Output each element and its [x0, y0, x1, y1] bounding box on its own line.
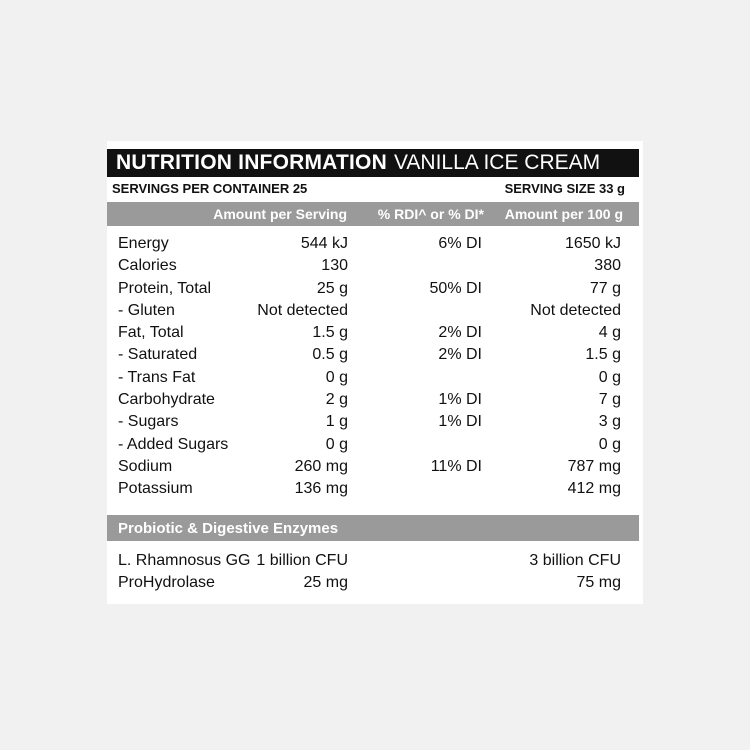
- probiotic-per100: 3 billion CFU: [529, 552, 621, 569]
- probiotic-per100: 75 mg: [576, 574, 621, 592]
- nutrient-name: Calories: [118, 257, 177, 275]
- probiotic-name: L. Rhamnosus GG: [118, 552, 251, 569]
- nutrient-name: - Saturated: [118, 346, 198, 364]
- table-row: [107, 278, 639, 300]
- table-row: [107, 322, 639, 344]
- nutrient-name: - Added Sugars: [118, 435, 229, 453]
- nutrient-serving: Not detected: [257, 301, 348, 319]
- nutrient-rdi: 1% DI: [438, 391, 482, 409]
- nutrient-per100: 0 g: [598, 435, 621, 453]
- probiotic-serving: 1 billion CFU: [256, 552, 348, 569]
- servings-per-container: SERVINGS PER CONTAINER 25: [112, 181, 308, 196]
- table-row: [107, 434, 639, 456]
- nutrient-per100: 1650 kJ: [564, 235, 621, 252]
- table-row: [107, 300, 639, 322]
- servings-row: [107, 179, 639, 199]
- nutrient-name: - Trans Fat: [118, 368, 196, 386]
- section-header-probiotic: [107, 515, 639, 541]
- nutrient-serving: 0.5 g: [312, 346, 348, 364]
- nutrient-per100: 1.5 g: [585, 346, 621, 364]
- serving-size: SERVING SIZE 33 g: [504, 181, 625, 196]
- nutrient-per100: 380: [594, 257, 621, 275]
- title-main: NUTRITION INFORMATION: [116, 151, 387, 174]
- title-sub: VANILLA ICE CREAM: [393, 151, 601, 174]
- section-title: Probiotic & Digestive Enzymes: [118, 520, 339, 537]
- nutrient-serving: 544 kJ: [300, 235, 348, 252]
- column-header-bar: [107, 202, 639, 226]
- header-per-serving: Amount per Serving: [213, 206, 347, 222]
- nutrient-rdi: 2% DI: [438, 324, 482, 342]
- table-row: [107, 344, 639, 366]
- nutrient-per100: Not detected: [530, 301, 621, 319]
- nutrient-name: Carbohydrate: [118, 391, 215, 409]
- header-rdi: % RDI^ or % DI*: [377, 206, 484, 222]
- probiotic-serving: 25 mg: [303, 574, 348, 592]
- nutrient-serving: 260 mg: [294, 457, 348, 475]
- nutrient-serving: 25 g: [316, 279, 348, 297]
- table-row: [107, 456, 639, 478]
- nutrient-per100: 4 g: [598, 324, 621, 342]
- nutrient-serving: 130: [321, 257, 348, 275]
- table-row: [107, 389, 639, 411]
- nutrient-rdi: 1% DI: [438, 413, 482, 431]
- nutrient-rdi: 11% DI: [430, 457, 482, 475]
- nutrient-rdi: 50% DI: [429, 279, 482, 297]
- nutrient-serving: 0 g: [325, 435, 348, 453]
- nutrient-per100: 0 g: [598, 368, 621, 386]
- nutrient-serving: 1 g: [325, 413, 348, 431]
- table-row: [107, 367, 639, 389]
- nutrient-per100: 787 mg: [567, 457, 621, 475]
- nutrient-serving: 1.5 g: [312, 324, 348, 342]
- nutrient-name: Energy: [118, 235, 169, 252]
- nutrient-rdi: 6% DI: [438, 235, 482, 252]
- probiotic-rows: [107, 550, 639, 595]
- nutrient-per100: 412 mg: [567, 480, 621, 498]
- nutrition-panel: [107, 141, 643, 604]
- nutrient-serving: 0 g: [325, 368, 348, 386]
- probiotic-name: ProHydrolase: [118, 574, 215, 592]
- nutrient-serving: 136 mg: [294, 480, 348, 498]
- nutrient-per100: 3 g: [598, 413, 621, 431]
- nutrient-name: Sodium: [118, 457, 173, 475]
- nutrient-rdi: 2% DI: [438, 346, 482, 364]
- nutrient-name: Fat, Total: [118, 324, 184, 342]
- nutrient-serving: 2 g: [325, 391, 348, 409]
- table-row: [107, 255, 639, 277]
- table-row: [107, 572, 639, 594]
- table-row: [107, 233, 639, 255]
- nutrient-name: - Gluten: [118, 301, 175, 319]
- table-row: [107, 411, 639, 433]
- nutrient-name: - Sugars: [118, 413, 179, 431]
- nutrient-per100: 7 g: [598, 391, 621, 409]
- table-row: [107, 478, 639, 500]
- header-per-100: Amount per 100 g: [504, 206, 623, 222]
- nutrient-rows: [107, 233, 639, 501]
- table-row: [107, 550, 639, 572]
- nutrient-per100: 77 g: [589, 279, 621, 297]
- nutrient-name: Protein, Total: [118, 279, 212, 297]
- title-bar: [107, 149, 639, 177]
- nutrient-name: Potassium: [118, 480, 193, 498]
